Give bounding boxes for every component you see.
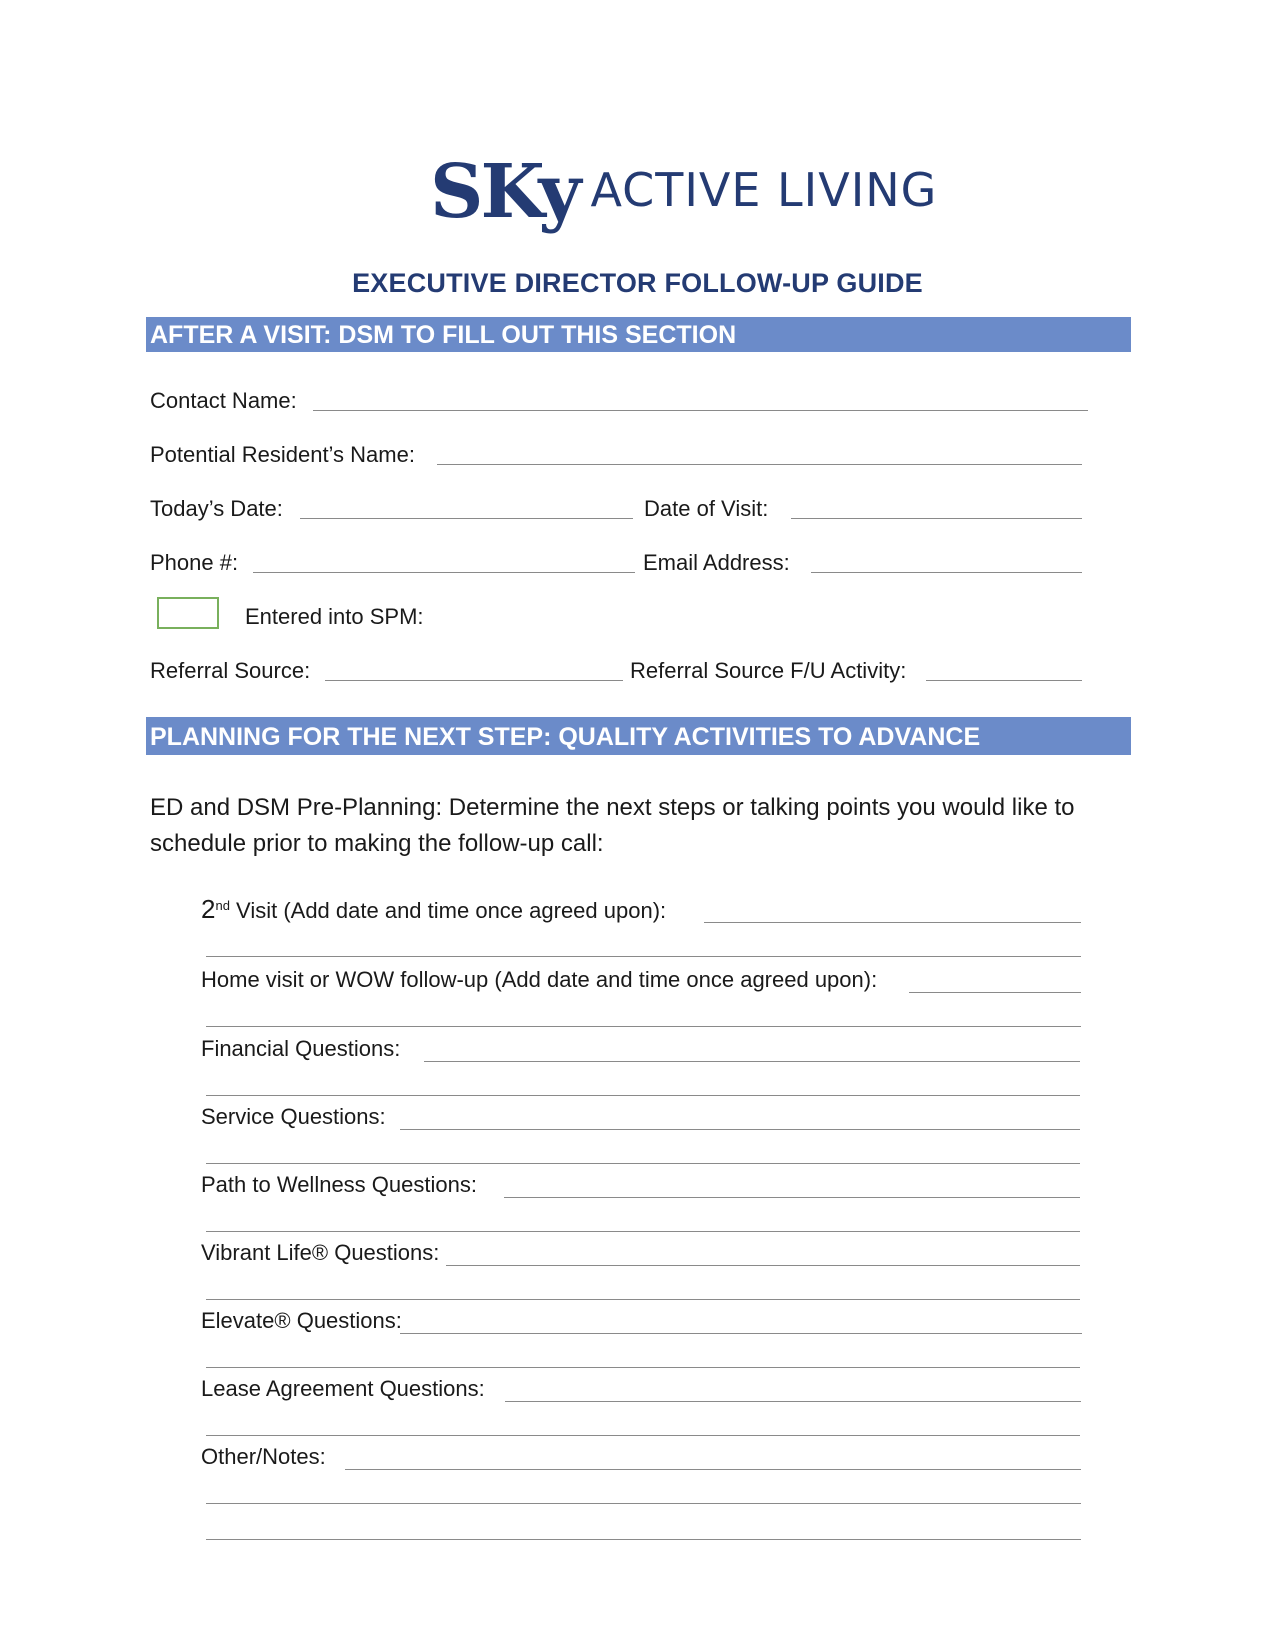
date-of-visit-field[interactable] xyxy=(791,518,1082,519)
contact-name-label: Contact Name: xyxy=(150,388,297,413)
contact-name-field[interactable] xyxy=(313,410,1088,411)
wellness-questions-field[interactable] xyxy=(504,1197,1080,1198)
other-notes-extra-line-1[interactable] xyxy=(206,1503,1081,1504)
second-visit-label xyxy=(201,896,666,924)
vibrant-life-questions-field[interactable] xyxy=(446,1265,1080,1266)
logo-tagline: ACTIVE LIVING xyxy=(590,163,938,217)
date-of-visit-label: Date of Visit: xyxy=(644,496,769,521)
elevate-questions-extra-line[interactable] xyxy=(206,1367,1080,1368)
home-visit-field[interactable] xyxy=(909,992,1081,993)
service-questions-extra-line[interactable] xyxy=(206,1163,1080,1164)
phone-field[interactable] xyxy=(253,572,635,573)
other-notes-extra-line-2[interactable] xyxy=(206,1539,1081,1540)
email-label: Email Address: xyxy=(643,550,790,575)
entered-spm-checkbox[interactable] xyxy=(157,597,219,629)
referral-source-label: Referral Source: xyxy=(150,658,311,683)
second-visit-extra-line[interactable] xyxy=(206,956,1081,957)
referral-fu-field[interactable] xyxy=(926,680,1082,681)
todays-date-label: Today’s Date: xyxy=(150,496,283,521)
resident-name-field[interactable] xyxy=(437,464,1082,465)
referral-fu-label: Referral Source F/U Activity: xyxy=(630,658,907,683)
phone-label: Phone #: xyxy=(150,550,239,575)
lease-questions-field[interactable] xyxy=(505,1401,1081,1402)
service-questions-label: Service Questions: xyxy=(201,1104,386,1129)
document-title: EXECUTIVE DIRECTOR FOLLOW-UP GUIDE xyxy=(352,268,923,298)
wellness-questions-extra-line[interactable] xyxy=(206,1231,1080,1232)
sky-active-living-logo xyxy=(430,149,938,242)
other-notes-field[interactable] xyxy=(345,1469,1081,1470)
wellness-questions-label: Path to Wellness Questions: xyxy=(201,1172,477,1197)
pre-planning-instructions: ED and DSM Pre-Planning: Determine the next steps or talking points you would like to schedule prior to making the follow-up call: xyxy=(150,794,1075,857)
email-field[interactable] xyxy=(811,572,1082,573)
resident-name-label: Potential Resident’s Name: xyxy=(150,442,415,467)
financial-questions-label: Financial Questions: xyxy=(201,1036,401,1061)
other-notes-label: Other/Notes: xyxy=(201,1444,326,1469)
second-visit-field[interactable] xyxy=(704,922,1081,923)
vibrant-life-questions-extra-line[interactable] xyxy=(206,1299,1080,1300)
referral-source-field[interactable] xyxy=(325,680,623,681)
logo-brand: SKy xyxy=(430,149,579,235)
financial-questions-extra-line[interactable] xyxy=(206,1095,1080,1096)
elevate-questions-field[interactable] xyxy=(400,1333,1082,1334)
second-visit-number: 2 xyxy=(201,894,216,924)
service-questions-field[interactable] xyxy=(400,1129,1080,1130)
financial-questions-field[interactable] xyxy=(424,1061,1080,1062)
lease-questions-extra-line[interactable] xyxy=(206,1435,1080,1436)
section-header-after-visit: AFTER A VISIT: DSM TO FILL OUT THIS SECTION xyxy=(146,317,1131,352)
vibrant-life-questions-label: Vibrant Life® Questions: xyxy=(201,1240,440,1265)
second-visit-text: Visit (Add date and time once agreed upon): xyxy=(229,898,667,923)
entered-spm-label: Entered into SPM: xyxy=(245,604,424,629)
lease-questions-label: Lease Agreement Questions: xyxy=(201,1376,485,1401)
todays-date-field[interactable] xyxy=(300,518,633,519)
home-visit-label: Home visit or WOW follow-up (Add date and time once agreed upon): xyxy=(201,967,878,992)
second-visit-superscript: nd xyxy=(215,898,230,913)
elevate-questions-label: Elevate® Questions: xyxy=(201,1308,402,1333)
section-header-planning: PLANNING FOR THE NEXT STEP: QUALITY ACTIVITIES TO ADVANCE xyxy=(146,717,1131,755)
home-visit-extra-line[interactable] xyxy=(206,1026,1081,1027)
